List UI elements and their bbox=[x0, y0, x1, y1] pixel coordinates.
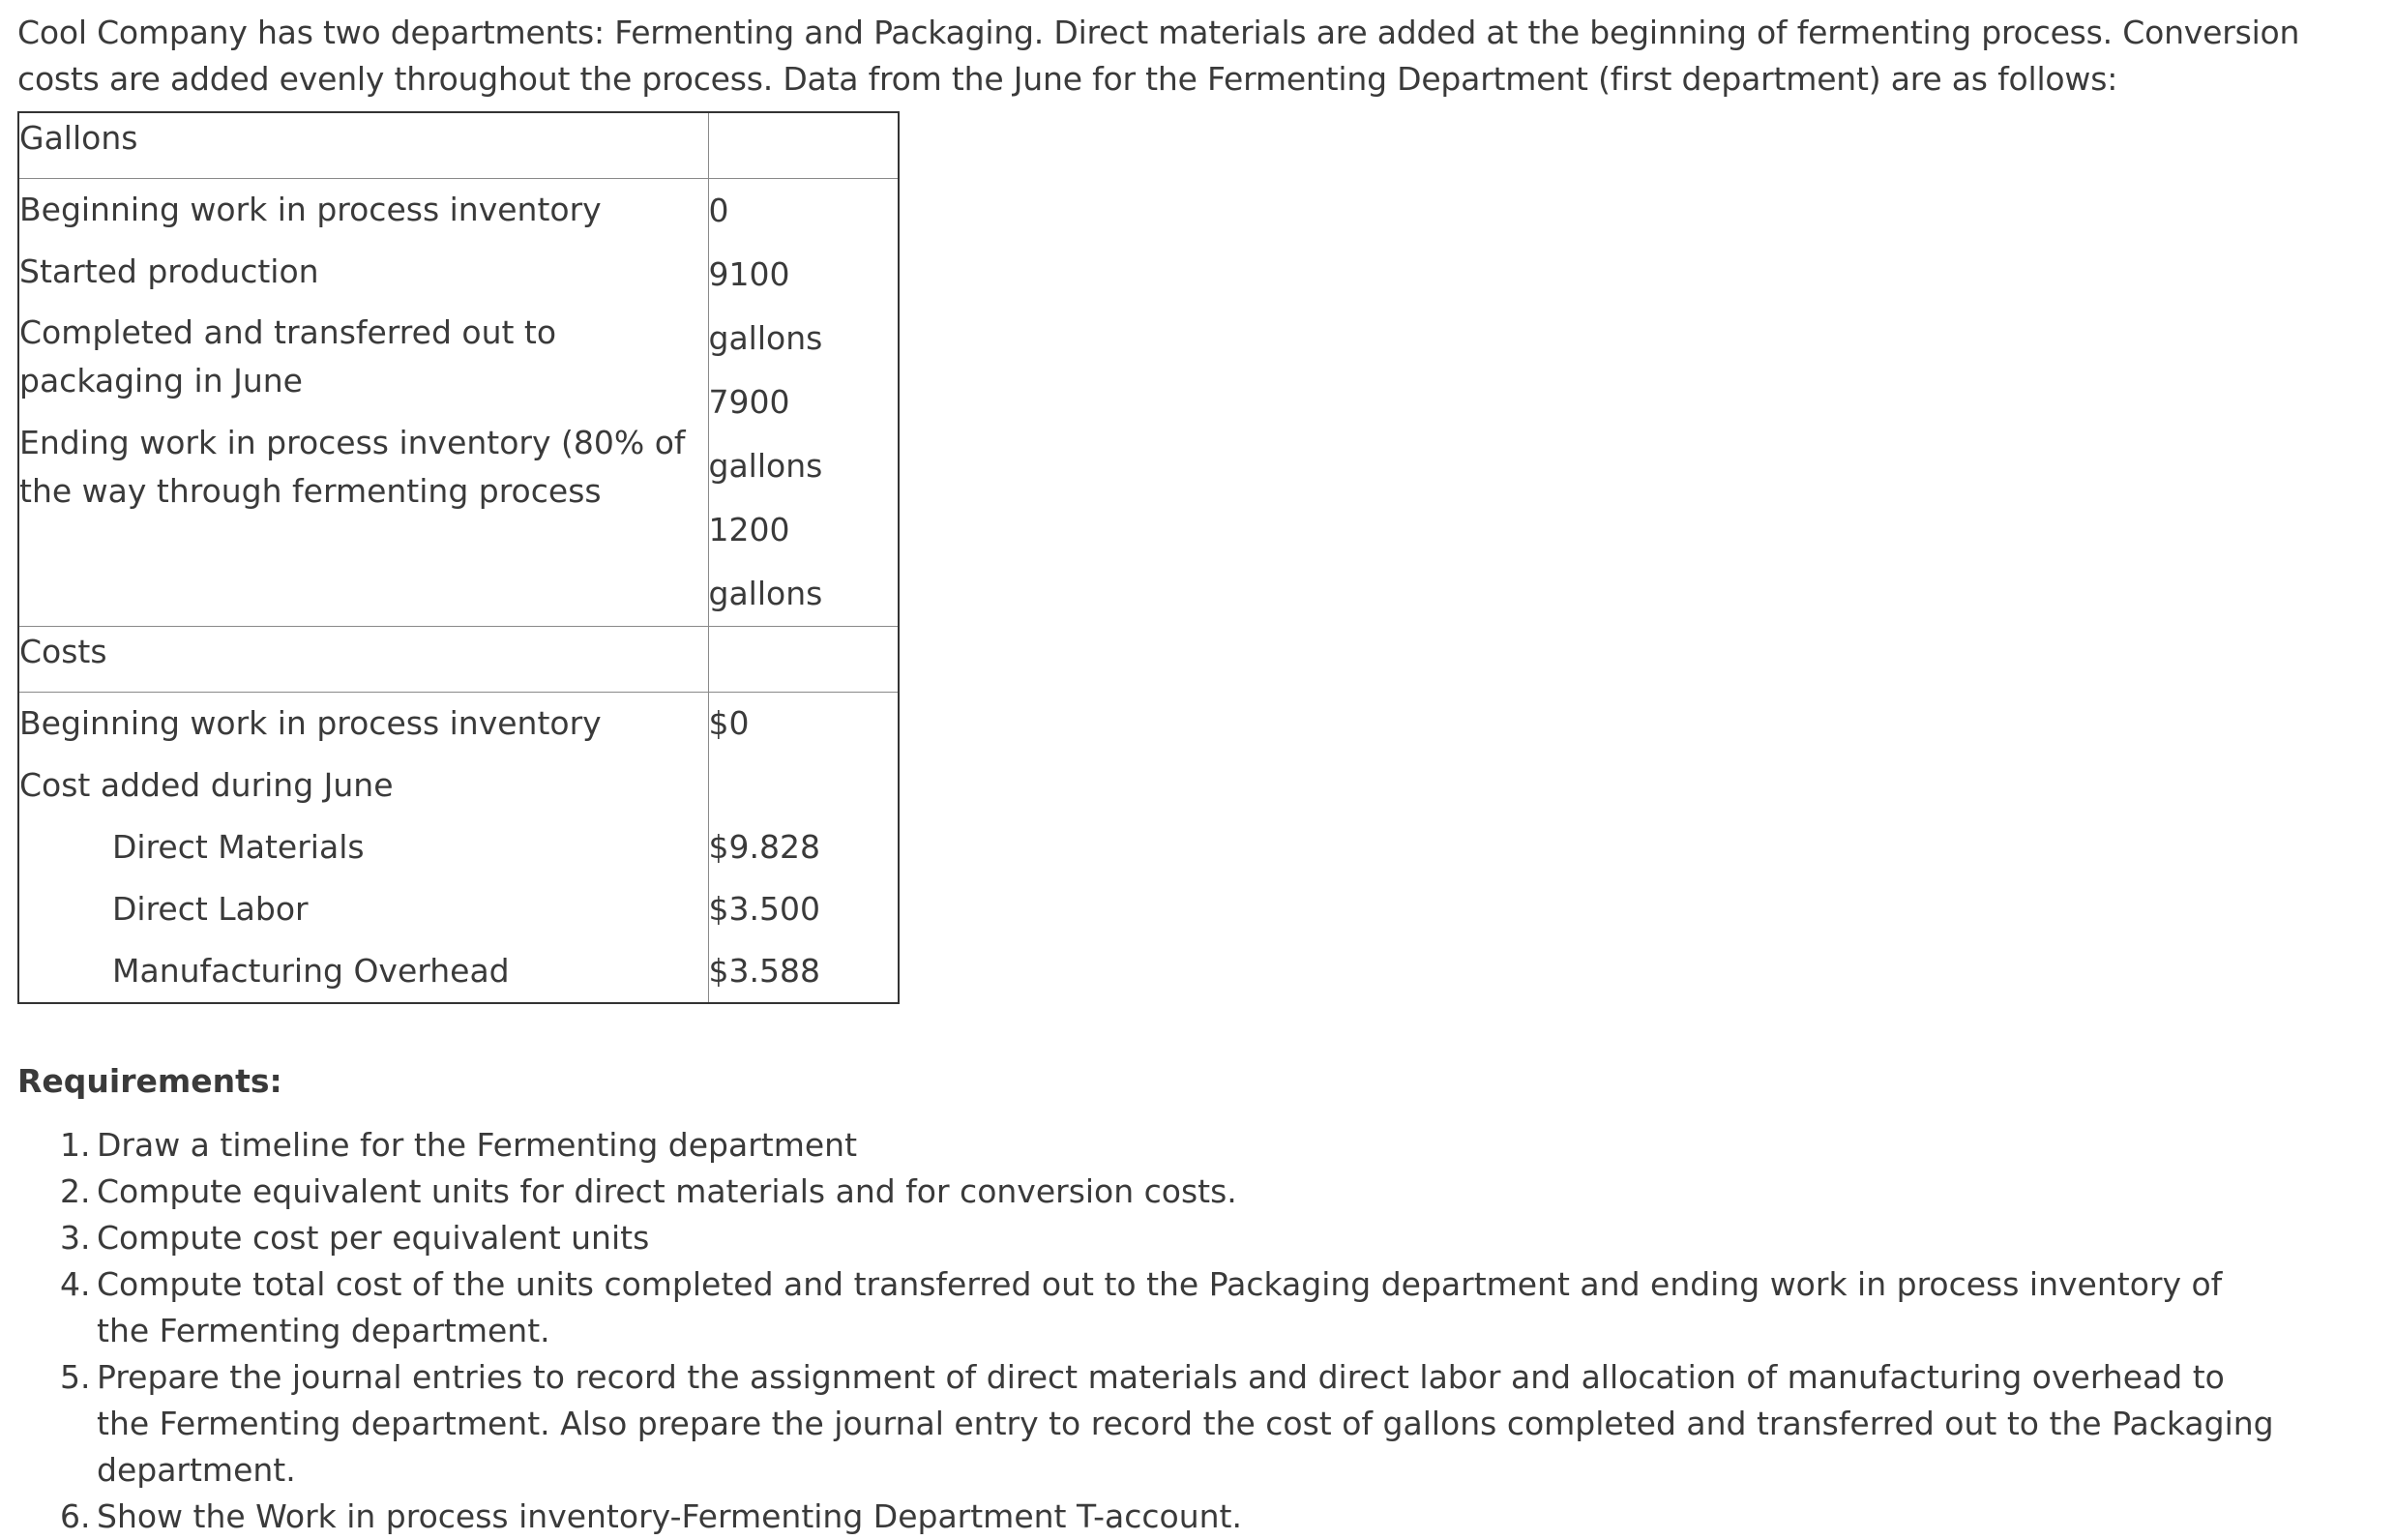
requirement-item bbox=[17, 1494, 2281, 1540]
costs-header-row bbox=[18, 627, 899, 693]
requirement-text: Prepare the journal entries to record the assignment of direct materials and direct labor and allocation of manufacturing overhead to the Fermenting department. Also prepare the journal entry to record the cost of gallons completed and transferred out to the Packaging department. bbox=[97, 1358, 2274, 1489]
gallons-row-label: Started production bbox=[19, 252, 319, 290]
requirement-number: 6. bbox=[60, 1497, 91, 1535]
gallons-row-value: 0 bbox=[708, 192, 729, 229]
requirement-number: 2. bbox=[60, 1172, 91, 1210]
requirement-item bbox=[17, 1215, 2281, 1261]
department-data-table bbox=[17, 111, 900, 1004]
requirement-item bbox=[17, 1261, 2281, 1354]
requirement-number: 4. bbox=[60, 1265, 91, 1303]
costs-values-cell bbox=[708, 693, 899, 1004]
costs-row-label: Beginning work in process inventory bbox=[19, 704, 602, 742]
gallons-header-row bbox=[18, 112, 899, 179]
costs-header: Costs bbox=[19, 633, 107, 670]
gallons-row-label: Ending work in process inventory (80% of the way through fermenting process bbox=[19, 424, 686, 510]
costs-body-row bbox=[18, 693, 899, 1004]
gallons-header-cell bbox=[18, 112, 708, 179]
costs-row-value: $9.828 bbox=[708, 828, 820, 866]
intro-paragraph: Cool Company has two departments: Fermenting and Packaging. Direct materials are added at the beginning of fermenting process. Conversion costs are added evenly throughout the process. Data from the June for the Fermenting Department (first department) are as follows: bbox=[17, 14, 2300, 98]
requirements-heading: Requirements: bbox=[17, 1062, 282, 1100]
costs-row-value: $3.588 bbox=[708, 952, 820, 990]
gallons-row-value: 1200 gallons bbox=[708, 511, 823, 612]
costs-row-label: Direct Labor bbox=[112, 890, 309, 928]
requirement-text: Show the Work in process inventory-Fermenting Department T-account. bbox=[97, 1497, 1242, 1535]
gallons-row-value: 7900 gallons bbox=[708, 383, 823, 485]
requirement-text: Compute equivalent units for direct materials and for conversion costs. bbox=[97, 1172, 1237, 1210]
gallons-labels-cell bbox=[18, 179, 708, 627]
requirements-list bbox=[17, 1122, 2281, 1540]
costs-labels-cell bbox=[18, 693, 708, 1004]
gallons-header-value-cell bbox=[708, 112, 899, 179]
gallons-body-row bbox=[18, 179, 899, 627]
requirement-item bbox=[17, 1169, 2281, 1215]
gallons-row-label: Completed and transferred out to packaging in June bbox=[19, 313, 557, 400]
costs-header-cell bbox=[18, 627, 708, 693]
requirement-text: Draw a timeline for the Fermenting department bbox=[97, 1126, 858, 1164]
costs-row-value: $3.500 bbox=[708, 890, 820, 928]
costs-row-label: Direct Materials bbox=[112, 828, 365, 866]
costs-row-label: Manufacturing Overhead bbox=[112, 952, 510, 990]
gallons-row-value: 9100 gallons bbox=[708, 255, 823, 357]
costs-row-value: $0 bbox=[708, 704, 750, 742]
gallons-header: Gallons bbox=[19, 119, 138, 157]
requirement-item bbox=[17, 1122, 2281, 1169]
requirement-number: 3. bbox=[60, 1219, 91, 1257]
costs-header-value-cell bbox=[708, 627, 899, 693]
gallons-values-cell bbox=[708, 179, 899, 627]
requirement-number: 1. bbox=[60, 1126, 91, 1164]
requirement-text: Compute total cost of the units completed and transferred out to the Packaging department and ending work in process inventory of the Fermenting department. bbox=[97, 1265, 2223, 1349]
requirement-text: Compute cost per equivalent units bbox=[97, 1219, 650, 1257]
costs-row-label: Cost added during June bbox=[19, 766, 394, 804]
requirement-item bbox=[17, 1354, 2281, 1494]
gallons-row-label: Beginning work in process inventory bbox=[19, 191, 602, 228]
costs-row-value bbox=[709, 755, 899, 816]
requirement-number: 5. bbox=[60, 1358, 91, 1396]
